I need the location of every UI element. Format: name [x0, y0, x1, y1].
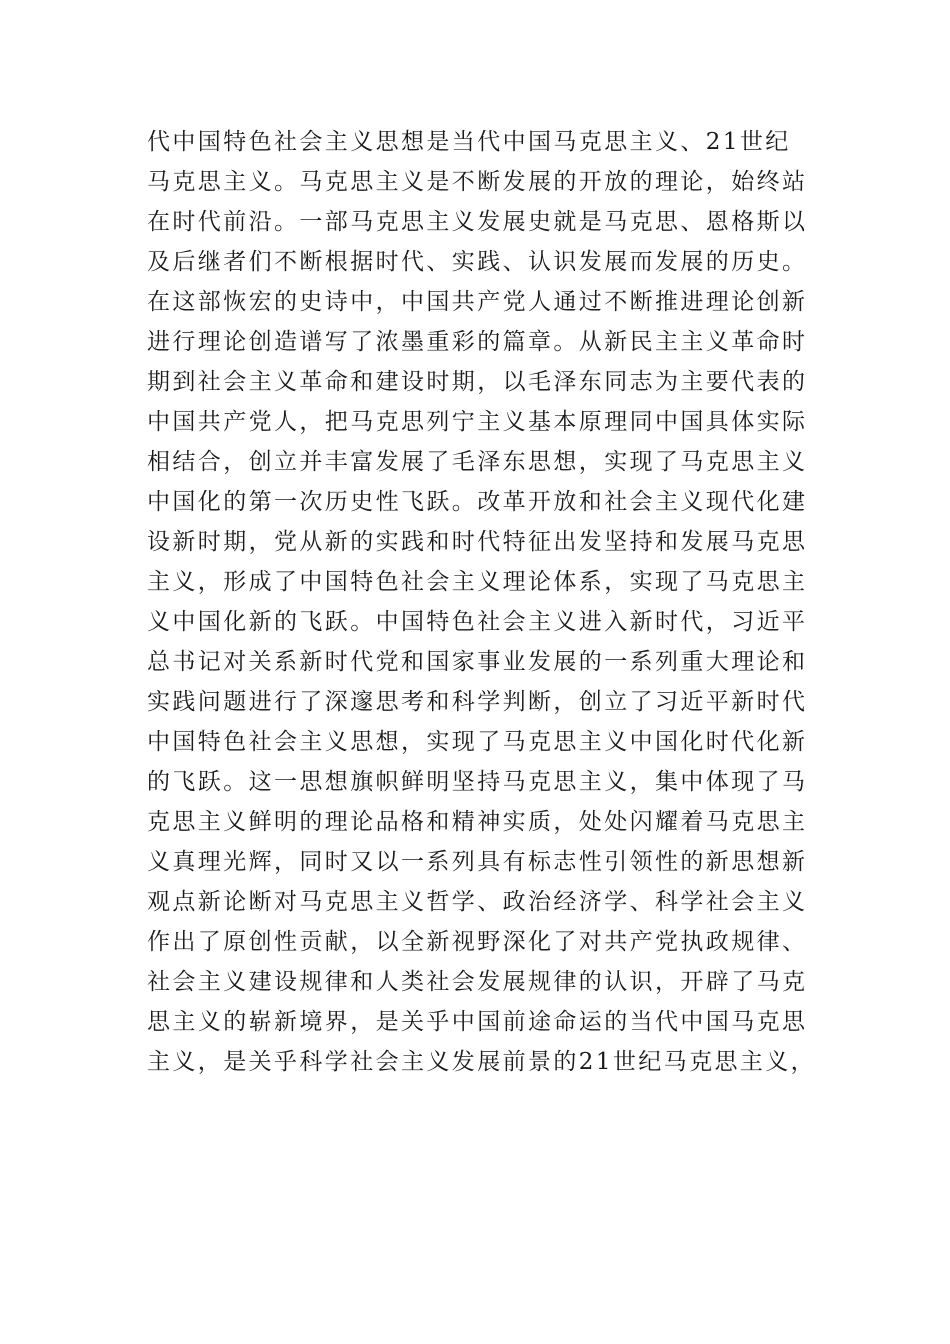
text-line: 主义，是关乎科学社会主义发展前景的21世纪马克思主义， — [147, 1049, 817, 1075]
text-line: 思主义的崭新境界，是关乎中国前途命运的当代中国马克思 — [147, 1009, 808, 1035]
text-line: 期到社会主义革命和建设时期，以毛泽东同志为主要代表的 — [147, 369, 808, 395]
body-paragraph — [147, 122, 827, 1082]
text-line: 克思主义鲜明的理论品格和精神实质，处处闪耀着马克思主 — [147, 809, 808, 835]
text-line: 在这部恢宏的史诗中，中国共产党人通过不断推进理论创新 — [147, 289, 808, 315]
text-line: 及后继者们不断根据时代、实践、认识发展而发展的历史。 — [147, 249, 808, 275]
text-line: 义真理光辉，同时又以一系列具有标志性引领性的新思想新 — [147, 849, 808, 875]
text-line: 观点新论断对马克思主义哲学、政治经济学、科学社会主义 — [147, 889, 808, 915]
text-line: 总书记对关系新时代党和国家事业发展的一系列重大理论和 — [147, 649, 808, 675]
text-line: 中国共产党人，把马克思列宁主义基本原理同中国具体实际 — [147, 409, 808, 435]
text-line: 义中国化新的飞跃。中国特色社会主义进入新时代，习近平 — [147, 609, 808, 635]
text-line: 实践问题进行了深邃思考和科学判断，创立了习近平新时代 — [147, 689, 808, 715]
text-line: 作出了原创性贡献，以全新视野深化了对共产党执政规律、 — [147, 929, 808, 955]
text-line: 在时代前沿。一部马克思主义发展史就是马克思、恩格斯以 — [147, 209, 808, 235]
text-line: 中国化的第一次历史性飞跃。改革开放和社会主义现代化建 — [147, 489, 808, 515]
text-line: 主义，形成了中国特色社会主义理论体系，实现了马克思主 — [147, 569, 808, 595]
text-line: 进行理论创造谱写了浓墨重彩的篇章。从新民主主义革命时 — [147, 329, 808, 355]
text-line: 代中国特色社会主义思想是当代中国马克思主义、21世纪 — [147, 129, 791, 155]
text-line: 马克思主义。马克思主义是不断发展的开放的理论，始终站 — [147, 169, 808, 195]
text-line: 相结合，创立并丰富发展了毛泽东思想，实现了马克思主义 — [147, 449, 808, 475]
text-line: 设新时期，党从新的实践和时代特征出发坚持和发展马克思 — [147, 529, 808, 555]
text-line: 的飞跃。这一思想旗帜鲜明坚持马克思主义，集中体现了马 — [147, 769, 808, 795]
text-line: 社会主义建设规律和人类社会发展规律的认识，开辟了马克 — [147, 969, 808, 995]
text-line: 中国特色社会主义思想，实现了马克思主义中国化时代化新 — [147, 729, 808, 755]
